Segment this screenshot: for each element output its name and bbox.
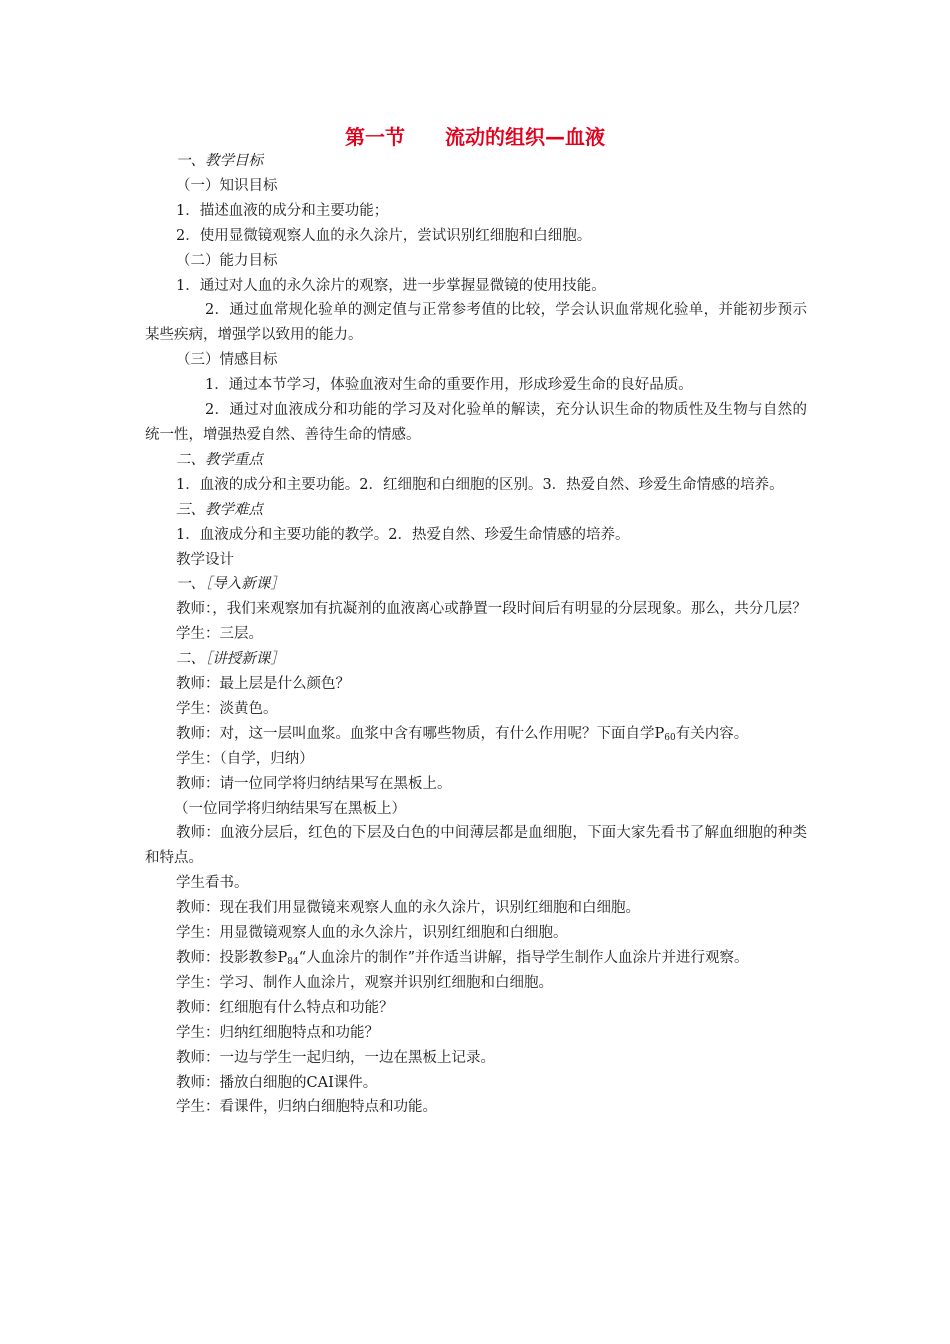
body-paragraph <box>145 174 807 199</box>
page-title: 第一节 流动的组织—血液 <box>345 125 605 149</box>
body-paragraph <box>145 1021 807 1046</box>
body-paragraph <box>145 821 807 871</box>
paragraph-text: 一、教学目标 <box>176 153 263 169</box>
body-paragraph <box>145 199 807 224</box>
body-paragraph <box>145 1095 807 1120</box>
paragraph-text: 二、［讲授新课］ <box>176 651 285 668</box>
paragraph-text: 三、教学难点 <box>176 501 263 518</box>
section-heading <box>145 647 807 672</box>
paragraph-text: 2．通过血常规化验单的测定值与正常参考值的比较，学会认识血常规化验单，并能初步预示某些疾病，增强学以致用的能力。 <box>145 302 807 344</box>
body-paragraph <box>145 772 807 797</box>
body-paragraph <box>145 398 807 448</box>
body-paragraph <box>145 622 807 647</box>
paragraph-text: 1．描述血液的成分和主要功能； <box>176 202 389 219</box>
paragraph-text: （一）知识目标 <box>176 177 278 194</box>
body-paragraph <box>145 548 807 573</box>
paragraph-text: 学生：看课件，归纳白细胞特点和功能。 <box>176 1099 437 1116</box>
section-heading <box>145 149 807 174</box>
paragraph-text: 1．血液的成分和主要功能。2．红细胞和白细胞的区别。3．热爱自然、珍爱生命情感的培养。 <box>176 476 784 493</box>
section-heading <box>145 572 807 597</box>
body-paragraph <box>145 298 807 348</box>
paragraph-text: 教师：血液分层后，红色的下层及白色的中间薄层都是血细胞，下面大家先看书了解血细胞的种类和特点。 <box>145 825 807 867</box>
paragraph-text: 教师：投影教参P <box>176 950 288 966</box>
body-paragraph <box>145 747 807 772</box>
section-heading <box>145 448 807 473</box>
body-paragraph <box>145 946 807 971</box>
paragraph-text: 教师：播放白细胞的CAI课件。 <box>176 1074 378 1091</box>
body-paragraph <box>145 672 807 697</box>
paragraph-text: 教师：红细胞有什么特点和功能？ <box>176 999 394 1016</box>
paragraph-text: 教师：，我们来观察加有抗凝剂的血液离心或静置一段时间后有明显的分层现象。那么，共分几层？ <box>176 601 807 618</box>
body-paragraph <box>145 971 807 996</box>
page-number-subscript: 60 <box>664 732 676 743</box>
paragraph-text: 教师：一边与学生一起归纳，一边在黑板上记录。 <box>176 1049 495 1066</box>
paragraph-text: 1．通过本节学习，体验血液对生命的重要作用，形成珍爱生命的良好品质。 <box>205 377 693 394</box>
body-paragraph <box>145 274 807 299</box>
paragraph-text: 学生：归纳红细胞特点和功能？ <box>176 1024 379 1041</box>
body-paragraph <box>145 523 807 548</box>
body-paragraph <box>145 348 807 373</box>
body-paragraph <box>145 473 807 498</box>
paragraph-text-continued: “人血涂片的制作”并作适当讲解，指导学生制作人血涂片并进行观察。 <box>298 950 749 966</box>
body-paragraph <box>145 871 807 896</box>
body-paragraph <box>145 896 807 921</box>
body-paragraph <box>145 249 807 274</box>
body-paragraph <box>145 996 807 1021</box>
paragraph-text: 学生：三层。 <box>176 626 263 643</box>
body-paragraph <box>145 1071 807 1096</box>
paragraph-text: 1．血液成分和主要功能的教学。2．热爱自然、珍爱生命情感的培养。 <box>176 526 630 543</box>
paragraph-text: 2．通过对血液成分和功能的学习及对化验单的解读，充分认识生命的物质性及生物与自然的统一性，增强热爱自然、善待生命的情感。 <box>145 402 807 443</box>
body-paragraph <box>145 797 807 822</box>
section-heading <box>145 498 807 523</box>
body-paragraph <box>145 697 807 722</box>
paragraph-text: 教师：最上层是什么颜色？ <box>176 676 350 693</box>
paragraph-text: 学生：用显微镜观察人血的永久涂片，识别红细胞和白细胞。 <box>176 925 568 942</box>
paragraph-text: 学生：学习、制作人血涂片，观察并识别红细胞和白细胞。 <box>176 974 553 991</box>
paragraph-text: （三）情感目标 <box>176 352 278 369</box>
paragraph-text: 教师：现在我们用显微镜来观察人血的永久涂片，识别红细胞和白细胞。 <box>176 900 640 917</box>
paragraph-text: 1．通过对人血的永久涂片的观察，进一步掌握显微镜的使用技能。 <box>176 277 606 294</box>
paragraph-text: 2．使用显微镜观察人血的永久涂片，尝试识别红细胞和白细胞。 <box>176 227 592 244</box>
body-paragraph <box>145 1046 807 1071</box>
paragraph-text: 教学设计 <box>176 551 234 568</box>
paragraph-text: 二、教学重点 <box>176 451 263 468</box>
paragraph-text-continued: 有关内容。 <box>675 725 749 742</box>
body-paragraph <box>145 224 807 249</box>
page-number-subscript: 84 <box>287 957 299 967</box>
paragraph-text: 教师：对，这一层叫血浆。血浆中含有哪些物质，有什么作用呢？下面自学P <box>176 725 665 742</box>
body-paragraph <box>145 722 807 747</box>
body-paragraph <box>145 597 807 622</box>
body-paragraph <box>145 373 807 398</box>
body-paragraph <box>145 921 807 946</box>
paragraph-text: （二）能力目标 <box>176 252 278 269</box>
document-body <box>145 149 807 1120</box>
paragraph-text: 教师：请一位同学将归纳结果写在黑板上。 <box>176 775 452 792</box>
paragraph-text: 一、［导入新课］ <box>176 576 285 593</box>
paragraph-text: 学生：（自学，归纳） <box>176 750 314 767</box>
paragraph-text: 学生看书。 <box>176 875 249 892</box>
paragraph-text: 学生：淡黄色。 <box>176 700 278 717</box>
paragraph-text: （一位同学将归纳结果写在黑板上） <box>174 800 406 817</box>
